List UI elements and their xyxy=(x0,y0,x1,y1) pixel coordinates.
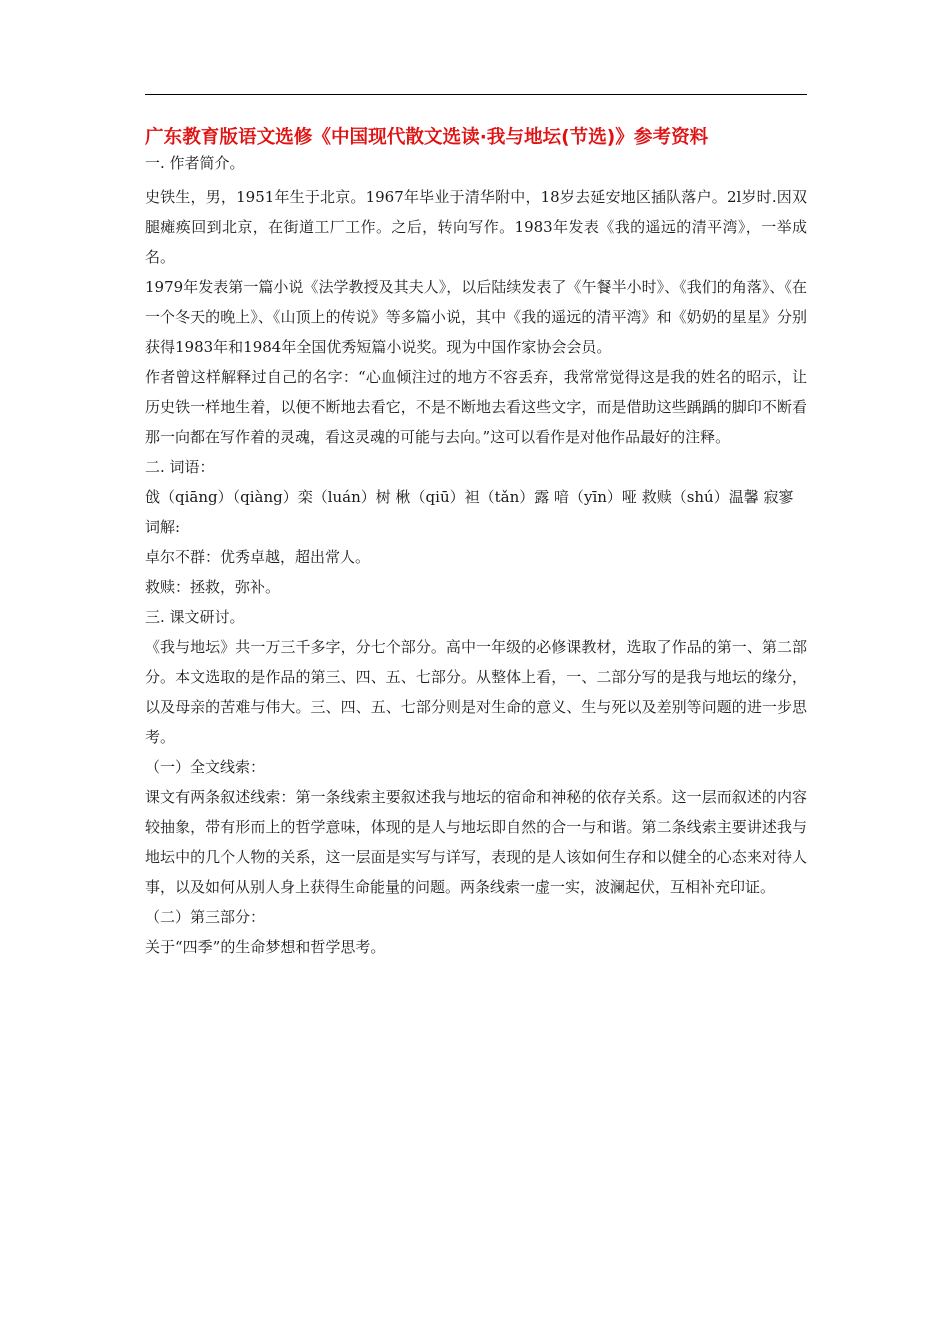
subheading-part-three: （二）第三部分： xyxy=(145,908,266,926)
section-heading-author: 一. 作者简介。 xyxy=(145,154,245,172)
paragraph-vocabulary-list: 戗（qiāng）（qiàng）栾（luán）树 楸（qiū）袒（tǎn）露 喑（yīn）哑 救赎（shú）温馨 寂寥 xyxy=(145,488,794,506)
paragraph-word-explanation-heading: 词解: xyxy=(145,518,181,536)
document-title: 广东教育版语文选修《中国现代散文选读·我与地坛(节选)》参考资料 xyxy=(145,127,709,148)
document-body xyxy=(145,150,807,962)
paragraph-author-name: 作者曾这样解释过自己的名字：“心血倾注过的地方不容丢弃，我常常觉得这是我的姓名的昭示，让历史铁一样地生着，以便不断地去看它，不是不断地去看这些文字，而是借助这些踽踽的脚印不断看那一向都在写作着的灵魂，看这灵魂的可能与去向。”这可以看作是对他作品最好的注释。 xyxy=(145,368,807,446)
paragraph-clues: 课文有两条叙述线索：第一条线索主要叙述我与地坛的宿命和神秘的依存关系。这一层而叙述的内容较抽象，带有形而上的哲学意味，体现的是人与地坛即自然的合一与和谐。第二条线索主要讲述我与地坛中的几个人物的关系，这一层面是实写与详写，表现的是人该如何生存和以健全的心态来对待人事，以及如何从别人身上获得生命能量的问题。两条线索一虚一实，波澜起伏，互相补充印证。 xyxy=(145,788,807,896)
paragraph-study-overview: 《我与地坛》共一万三千多字，分七个部分。高中一年级的必修课教材，选取了作品的第一、第二部分。本文选取的是作品的第三、四、五、七部分。从整体上看，一、二部分写的是我与地坛的缘分，以及母亲的苦难与伟大。三、四、五、七部分则是对生命的意义、生与死以及差别等问题的进一步思考。 xyxy=(145,638,807,746)
section-heading-study: 三. 课文研讨。 xyxy=(145,608,245,626)
paragraph-word-jiushu: 救赎：拯救，弥补。 xyxy=(145,578,281,596)
paragraph-author-bio: 史铁生，男，1951年生于北京。1967年毕业于清华附中，18岁去延安地区插队落户。2l岁时.因双腿瘫痪回到北京，在街道工厂工作。之后，转向写作。1983年发表《我的遥远的清平湾》，一举成名。 xyxy=(145,188,807,266)
paragraph-part-three: 关于“四季”的生命梦想和哲学思考。 xyxy=(145,938,386,956)
paragraph-word-zhuoer: 卓尔不群：优秀卓越，超出常人。 xyxy=(145,548,371,566)
section-heading-vocabulary: 二. 词语： xyxy=(145,458,215,476)
subheading-clues: （一）全文线索： xyxy=(145,758,266,776)
header-rule xyxy=(145,94,807,95)
paragraph-author-works: 1979年发表第一篇小说《法学教授及其夫人》，以后陆续发表了《午餐半小时》、《我们的角落》、《在一个冬天的晚上》、《山顶上的传说》等多篇小说，其中《我的遥远的清平湾》和《奶奶的星星》分别获得1983年和1984年全国优秀短篇小说奖。现为中国作家协会会员。 xyxy=(145,278,807,356)
